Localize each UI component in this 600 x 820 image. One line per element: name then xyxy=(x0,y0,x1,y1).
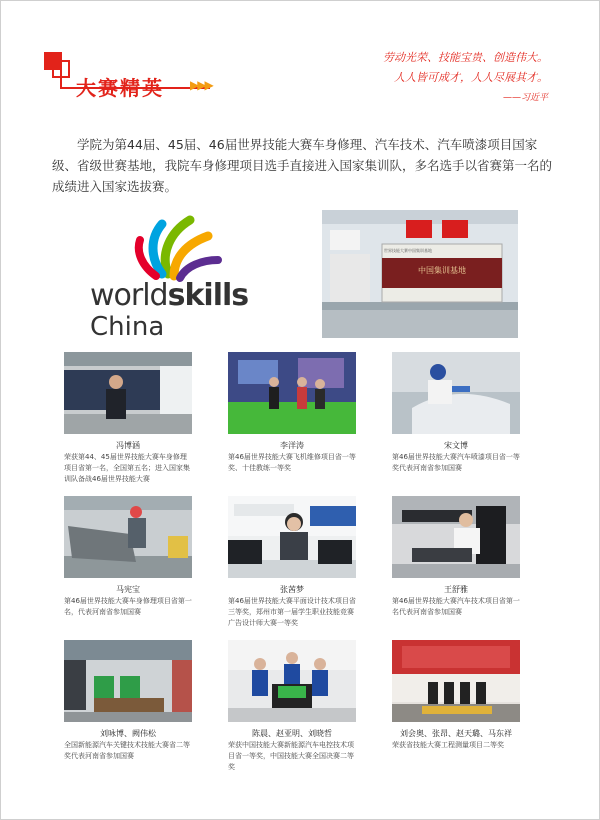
winner-name: 冯博涵 xyxy=(116,441,140,450)
winner-photo xyxy=(392,640,520,722)
winner-desc: 荣获第44、45届世界技能大赛车身修理项目省第一名，全国第五名；进入国家集训队备战46届世界技能大赛 xyxy=(64,453,190,483)
title-arrows-icon: ▶▶▶ xyxy=(190,78,212,92)
winner-desc: 第46届世界技能大赛车身修理项目省第一名，代表河南省参加国赛 xyxy=(64,597,192,616)
winner-name: 刘会奥、张昂、赵天璐、马东祥 xyxy=(400,729,512,738)
winner-name: 王舒雅 xyxy=(444,585,468,594)
logo-wordmark xyxy=(90,278,248,313)
winner-name: 宋文博 xyxy=(444,441,468,450)
winner-card xyxy=(392,352,520,474)
section-title: 大赛精英 xyxy=(76,76,164,100)
winner-photo xyxy=(392,496,520,578)
winner-desc: 荣获省技能大赛工程测量项目二等奖 xyxy=(392,741,504,749)
quote-block xyxy=(328,48,548,108)
winner-name: 李洋涛 xyxy=(280,441,304,450)
decor-vertical-line xyxy=(60,70,62,88)
quote-author: ——习近平 xyxy=(502,93,548,103)
winner-name: 马宪宝 xyxy=(116,585,140,594)
winner-name: 陈晨、赵亚明、刘晓哲 xyxy=(252,729,332,738)
winner-desc: 全国新能源汽车关键技术技能大赛省二等奖代表河南省参加国赛 xyxy=(64,741,190,760)
winner-card xyxy=(64,352,192,485)
winner-photo xyxy=(64,496,192,578)
winner-desc: 第46届世界技能大赛汽车技术项目省第一名代表河南省参加国赛 xyxy=(392,597,520,616)
worldskills-swirl-icon xyxy=(90,214,250,284)
winner-card xyxy=(64,640,192,762)
winner-photo xyxy=(64,352,192,434)
winner-photo xyxy=(228,640,356,722)
logo-word-china: China xyxy=(90,312,165,342)
winner-card xyxy=(392,496,520,618)
winner-card xyxy=(228,352,356,474)
quote-line-2: 人人皆可成才，人人尽展其才。 xyxy=(394,71,548,84)
worldskills-china-logo xyxy=(90,214,250,344)
logo-word-skills: skills xyxy=(167,278,249,313)
hero-sign-top: 世界技能大赛中国集训基地 xyxy=(384,248,432,253)
winner-desc: 荣获中国技能大赛新能源汽车电控技术项目省一等奖，中国技能大赛全国决赛二等奖 xyxy=(228,741,354,771)
logo-word-world: world xyxy=(90,278,168,313)
winner-card xyxy=(228,496,356,629)
winner-card xyxy=(228,640,356,773)
winner-photo xyxy=(392,352,520,434)
winner-photo xyxy=(228,352,356,434)
winner-card xyxy=(64,496,192,618)
winner-name: 刘咏博、阙伟松 xyxy=(100,729,156,738)
winner-desc: 第46届世界技能大赛飞机维修项目省一等奖、十佳教练一等奖 xyxy=(228,453,356,472)
winner-photo xyxy=(64,640,192,722)
quote-line-1: 劳动光荣、技能宝贵、创造伟大。 xyxy=(383,51,548,64)
winner-card xyxy=(392,640,520,751)
winner-desc: 第46届世界技能大赛汽车喷漆项目省一等奖代表河南省参加国赛 xyxy=(392,453,520,472)
training-base-photo xyxy=(322,210,518,338)
winner-name: 张茜梦 xyxy=(280,585,304,594)
winner-photo xyxy=(228,496,356,578)
hero-sign-main: 中国集训基地 xyxy=(418,266,466,275)
winner-desc: 第46届世界技能大赛平面设计技术项目省三等奖，郑州市第一届学生职业技能竞赛广告设计师大赛一等奖 xyxy=(228,597,356,627)
intro-paragraph: 学院为第44届、45届、46届世界技能大赛车身修理、汽车技术、汽车喷漆项目国家级、省级世赛基地，我院车身修理项目选手直接进入国家集训队，多名选手以省赛第一名的成绩进入国家选拔赛。 xyxy=(52,137,553,194)
